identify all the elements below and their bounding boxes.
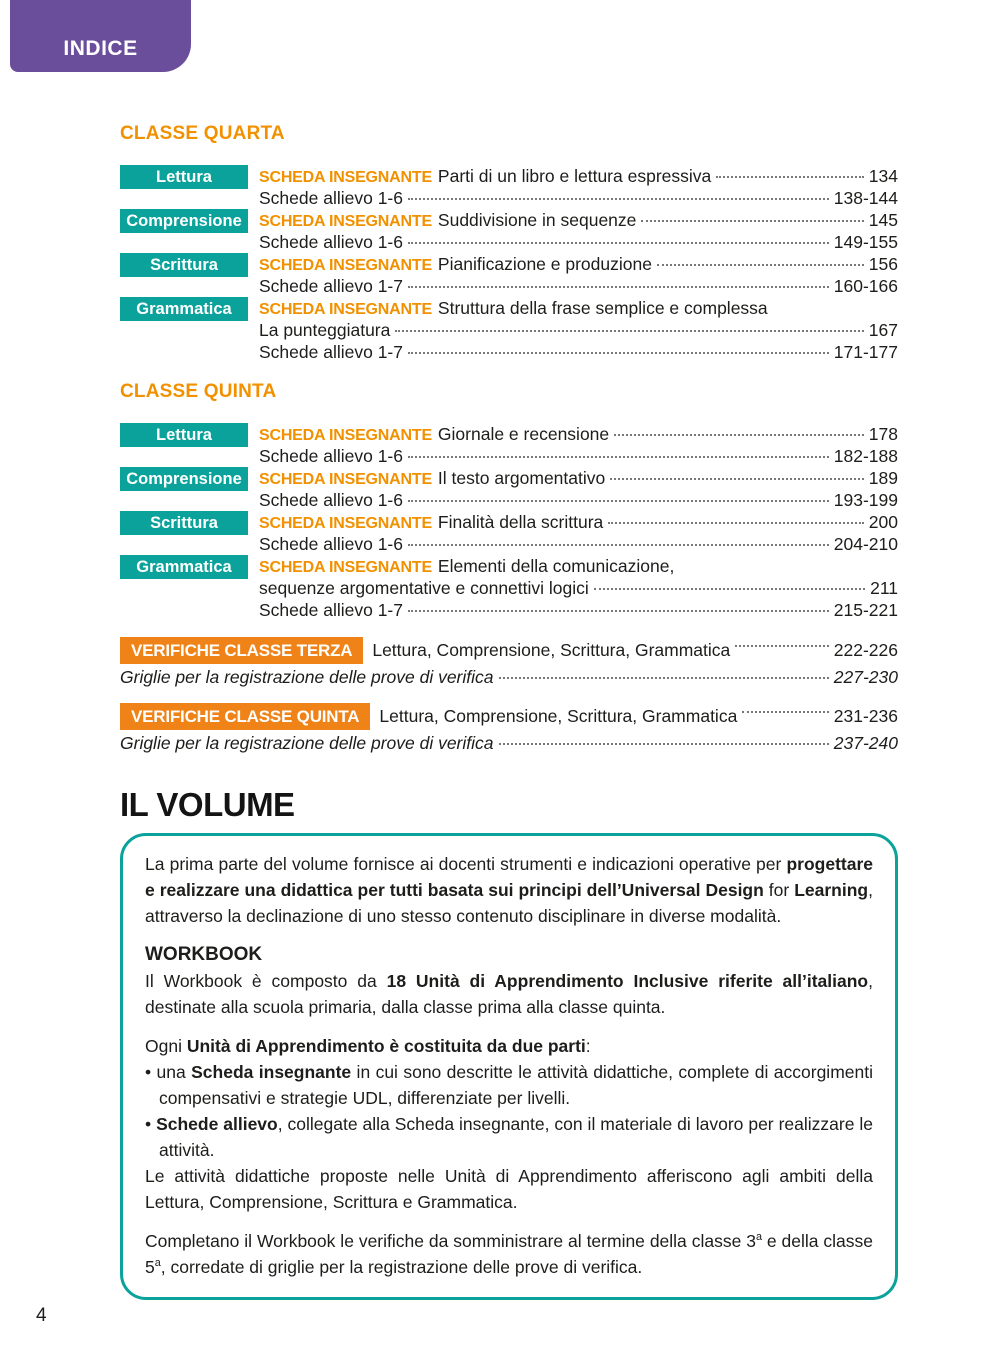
workbook-heading: WORKBOOK xyxy=(145,944,263,965)
toc-line-text: Struttura della frase semplice e complessa xyxy=(437,298,768,318)
toc-lines xyxy=(248,166,898,210)
toc-page-number: 160-166 xyxy=(833,276,898,296)
toc-line-text: sequenze argomentative e connettivi logici xyxy=(259,578,589,598)
toc-line xyxy=(259,534,898,556)
dotted-leader xyxy=(408,544,829,546)
toc-lines xyxy=(248,210,898,254)
dotted-leader xyxy=(716,176,864,178)
dotted-leader xyxy=(594,588,865,590)
toc-line xyxy=(259,468,898,490)
verifiche-badge: VERIFICHE CLASSE QUINTA xyxy=(120,703,370,730)
toc-page-number: 182-188 xyxy=(833,446,898,466)
category-badge: Grammatica xyxy=(120,297,248,321)
toc-line xyxy=(259,298,898,320)
toc-lines xyxy=(248,254,898,298)
category-badge: Scrittura xyxy=(120,253,248,277)
toc-entry xyxy=(120,556,898,622)
toc-page-number: 178 xyxy=(868,424,898,444)
badge-column xyxy=(120,424,248,447)
classe-section-title: CLASSE QUINTA xyxy=(120,381,277,402)
toc-line-text: Schede allievo 1-7 xyxy=(259,342,403,362)
scheda-insegnante-label: SCHEDA INSEGNANTE xyxy=(259,169,432,186)
toc-page-number: 211 xyxy=(870,578,898,598)
toc-line-text: Il testo argomentativo xyxy=(437,468,606,488)
category-badge: Scrittura xyxy=(120,511,248,535)
toc-line-text: Schede allievo 1-6 xyxy=(259,232,403,252)
volume-section-title: IL VOLUME xyxy=(120,786,295,823)
badge-column xyxy=(120,512,248,535)
dotted-leader xyxy=(742,711,828,713)
toc-line-text: Elementi della comunicazione, xyxy=(437,556,675,576)
toc-page-number: 156 xyxy=(868,254,898,274)
dotted-leader xyxy=(614,434,864,436)
category-badge: Comprensione xyxy=(120,209,248,233)
toc-lines xyxy=(248,424,898,468)
bullet-item: • Schede allievo, collegate alla Scheda insegnante, con il materiale di lavoro per realizzare le attività. xyxy=(145,1114,873,1160)
scheda-insegnante-label: SCHEDA INSEGNANTE xyxy=(259,213,432,230)
category-badge: Grammatica xyxy=(120,555,248,579)
category-badge: Lettura xyxy=(120,423,248,447)
toc-line xyxy=(259,512,898,534)
dotted-leader xyxy=(408,352,829,354)
toc-entry xyxy=(120,424,898,468)
verifiche-row xyxy=(120,702,898,730)
toc-line-text: Pianificazione e produzione xyxy=(437,254,652,274)
dotted-leader xyxy=(395,330,863,332)
dotted-leader xyxy=(408,286,829,288)
toc-line xyxy=(259,320,898,342)
toc-page-number: 204-210 xyxy=(833,534,898,554)
toc-line xyxy=(259,342,898,364)
toc-page-number: 145 xyxy=(868,210,898,230)
toc-line-text: Parti di un libro e lettura espressiva xyxy=(437,166,712,186)
verifiche-text: Lettura, Comprensione, Scrittura, Grammatica xyxy=(379,705,738,726)
verifiche-text: Lettura, Comprensione, Scrittura, Grammatica xyxy=(372,639,731,660)
toc-line xyxy=(259,166,898,188)
scheda-insegnante-label: SCHEDA INSEGNANTE xyxy=(259,471,432,488)
toc-line-text: Finalità della scrittura xyxy=(437,512,604,532)
toc-line xyxy=(259,490,898,512)
toc-entry xyxy=(120,254,898,298)
toc-line xyxy=(259,446,898,468)
badge-column xyxy=(120,556,248,579)
toc-page-number: 193-199 xyxy=(833,490,898,510)
toc-line xyxy=(259,232,898,254)
toc-lines xyxy=(248,556,898,622)
badge-column xyxy=(120,210,248,233)
verifiche-page-number: 231-236 xyxy=(833,705,898,726)
toc-entry xyxy=(120,210,898,254)
toc-line xyxy=(259,600,898,622)
dotted-leader xyxy=(657,264,864,266)
toc-line-text: Schede allievo 1-6 xyxy=(259,490,403,510)
table-of-contents xyxy=(120,123,898,755)
toc-page-number: 215-221 xyxy=(833,600,898,620)
griglie-text: Griglie per la registrazione delle prove di verifica xyxy=(120,733,494,753)
dotted-leader xyxy=(408,610,829,612)
indice-title: INDICE xyxy=(63,37,138,60)
dotted-leader xyxy=(735,645,829,647)
toc-page-number: 189 xyxy=(868,468,898,488)
dotted-leader xyxy=(499,743,829,745)
bullet-item: • una Scheda insegnante in cui sono descritte le attività didattiche, complete di accorgimenti compensativi e strategie UDL, differenziate per livelli. xyxy=(145,1062,873,1108)
toc-lines xyxy=(248,512,898,556)
toc-lines xyxy=(248,468,898,512)
toc-page-number: 149-155 xyxy=(833,232,898,252)
paragraph: Le attività didattiche proposte nelle Unità di Apprendimento afferiscono agli ambiti della Lettura, Comprensione, Scrittura e Grammatica. xyxy=(145,1166,873,1212)
toc-line-text: Schede allievo 1-6 xyxy=(259,446,403,466)
dotted-leader xyxy=(408,500,829,502)
toc-line-text: Schede allievo 1-6 xyxy=(259,188,403,208)
toc-line xyxy=(259,254,898,276)
page-number: 4 xyxy=(36,1305,47,1326)
verifiche-page-number: 222-226 xyxy=(833,639,898,660)
badge-column xyxy=(120,166,248,189)
badge-column xyxy=(120,298,248,321)
griglie-text: Griglie per la registrazione delle prove di verifica xyxy=(120,667,494,687)
toc-line xyxy=(259,424,898,446)
toc-page-number: 134 xyxy=(868,166,898,186)
category-badge: Comprensione xyxy=(120,467,248,491)
verifiche-row xyxy=(120,636,898,664)
toc-page-number: 138-144 xyxy=(833,188,898,208)
dotted-leader xyxy=(610,478,864,480)
toc-page-number: 167 xyxy=(868,320,898,340)
verifiche-badge: VERIFICHE CLASSE TERZA xyxy=(120,637,363,664)
classe-section-title: CLASSE QUARTA xyxy=(120,123,285,144)
griglie-page-number: 227-230 xyxy=(833,667,898,687)
toc-line-text: La punteggiatura xyxy=(259,320,391,340)
toc-page-number: 200 xyxy=(868,512,898,532)
dotted-leader xyxy=(608,522,864,524)
scheda-insegnante-label: SCHEDA INSEGNANTE xyxy=(259,257,432,274)
griglie-row xyxy=(120,667,898,689)
badge-column xyxy=(120,468,248,491)
dotted-leader xyxy=(408,456,829,458)
toc-line-text: Schede allievo 1-7 xyxy=(259,276,403,296)
toc-page-number: 171-177 xyxy=(833,342,898,362)
toc-line-text: Giornale e recensione xyxy=(437,424,610,444)
scheda-insegnante-label: SCHEDA INSEGNANTE xyxy=(259,427,432,444)
scheda-insegnante-label: SCHEDA INSEGNANTE xyxy=(259,301,432,318)
toc-line-text: Schede allievo 1-7 xyxy=(259,600,403,620)
toc-line xyxy=(259,276,898,298)
dotted-leader xyxy=(499,677,829,679)
toc-lines xyxy=(248,298,898,364)
content-area xyxy=(120,0,898,1300)
toc-entry xyxy=(120,512,898,556)
paragraph: La prima parte del volume fornisce ai docenti strumenti e indicazioni operative per progettare e realizzare una didattica per tutti basata sui principi dell’Universal Design for Learning, attraverso la declinazione di uno stesso contenuto disciplinare in diverse modalità. xyxy=(145,854,873,926)
volume-description-box xyxy=(120,833,898,1300)
dotted-leader xyxy=(408,242,829,244)
paragraph: Ogni Unità di Apprendimento è costituita da due parti: xyxy=(145,1036,591,1056)
griglie-page-number: 237-240 xyxy=(833,733,898,753)
toc-entry xyxy=(120,166,898,210)
verifiche-block xyxy=(120,636,898,755)
dotted-leader xyxy=(641,220,863,222)
toc-entry xyxy=(120,468,898,512)
scheda-insegnante-label: SCHEDA INSEGNANTE xyxy=(259,559,432,576)
paragraph: Il Workbook è composto da 18 Unità di Apprendimento Inclusive riferite all’italiano, destinate alla scuola primaria, dalla classe prima alla classe quinta. xyxy=(145,971,873,1017)
badge-column xyxy=(120,254,248,277)
toc-line xyxy=(259,210,898,232)
paragraph: Completano il Workbook le verifiche da somministrare al termine della classe 3$^a$ e della classe 5$^a$, corredate di griglie per la registrazione delle prove di verifica. xyxy=(145,1231,873,1277)
toc-line xyxy=(259,578,898,600)
toc-line-text: Suddivisione in sequenze xyxy=(437,210,637,230)
griglie-row xyxy=(120,733,898,755)
toc-line xyxy=(259,556,898,578)
category-badge: Lettura xyxy=(120,165,248,189)
toc-entry xyxy=(120,298,898,364)
toc-line-text: Schede allievo 1-6 xyxy=(259,534,403,554)
scheda-insegnante-label: SCHEDA INSEGNANTE xyxy=(259,515,432,532)
dotted-leader xyxy=(408,198,829,200)
toc-line xyxy=(259,188,898,210)
